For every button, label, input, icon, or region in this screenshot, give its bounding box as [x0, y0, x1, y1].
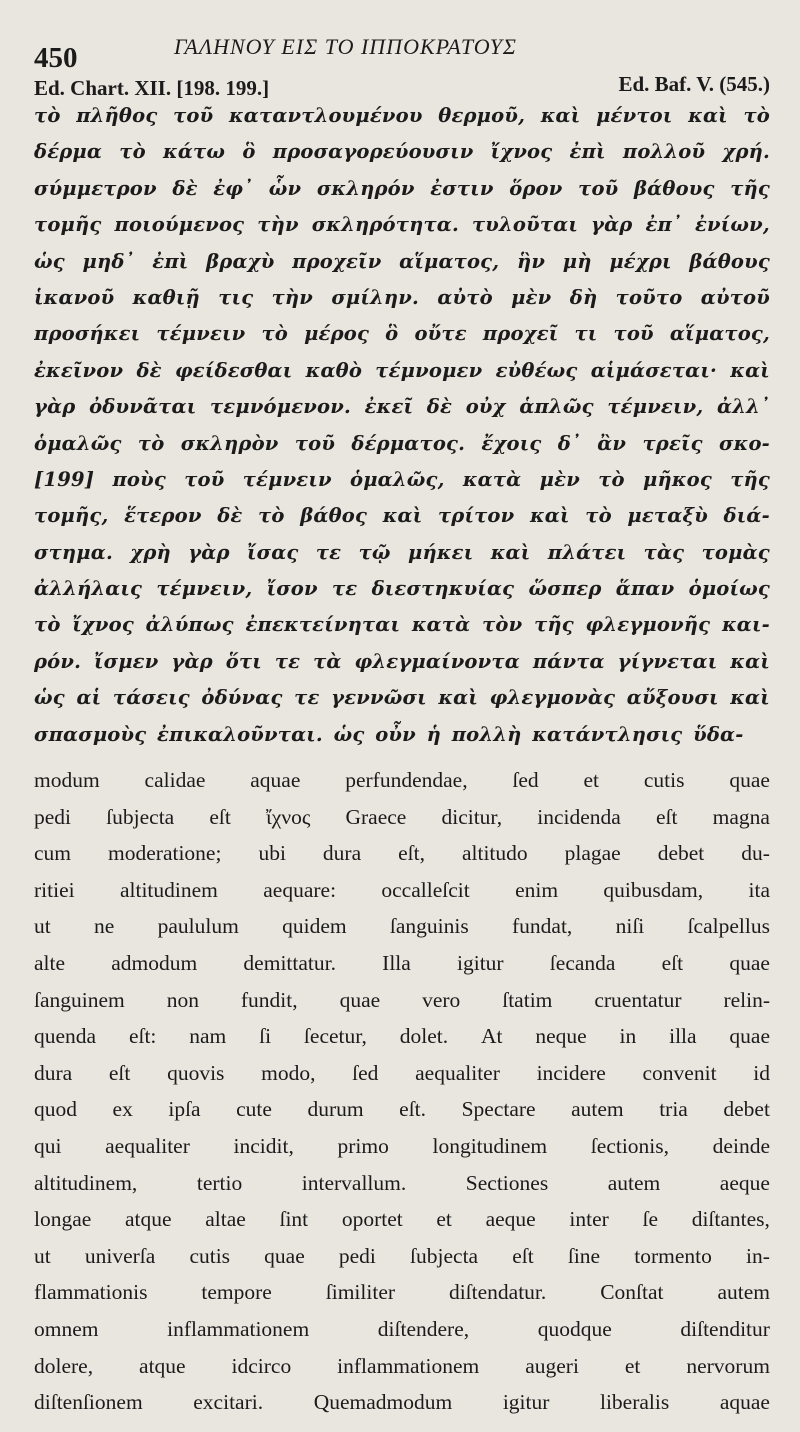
greek-line: ρόν. ἴσμεν γὰρ ὅτι τε τὰ φλεγμαίνοντα πάντα γίγνεται καὶ	[34, 649, 770, 673]
running-title: ΓΑΛΗΝΟΥ ΕΙΣ ΤΟ ΙΠΠΟΚΡΑΤΟΥΣ	[174, 34, 518, 59]
latin-line: cum moderatione; ubi dura eſt, altitudo plagae debet du-	[34, 841, 770, 866]
latin-text-block	[34, 762, 770, 1421]
greek-line: προσήκει τέμνειν τὸ μέρος ὃ οὔτε προχεῖ τι τοῦ αἵματος,	[34, 322, 770, 346]
greek-line: ἀλλήλαις τέμνειν, ἴσον τε διεστηκυίας ὥσπερ ἅπαν ὁμοίως	[34, 577, 770, 601]
latin-line: dura eſt quovis modo, ſed aequaliter incidere convenit id	[34, 1060, 770, 1085]
greek-text-block	[34, 98, 770, 753]
greek-line: ἐκεῖνον δὲ φείδεσθαι καθὸ τέμνομεν εὐθέως αἱμάσεται· καὶ	[34, 358, 770, 382]
greek-line: τὸ πλῆθος τοῦ καταντλουμένου θερμοῦ, καὶ μέντοι καὶ τὸ	[34, 104, 770, 127]
greek-line: γὰρ ὀδυνᾶται τεμνόμενον. ἐκεῖ δὲ οὐχ ἁπλῶς τέμνειν, ἀλλ᾿	[34, 395, 770, 419]
latin-line: quenda eſt: nam ſi ſecetur, dolet. At neque in illa quae	[34, 1024, 770, 1049]
greek-line: σύμμετρον δὲ ἐφ᾿ ὧν σκληρόν ἐστιν ὅρον τοῦ βάθους τῆς	[34, 176, 770, 200]
greek-line: ὡς μηδ᾿ ἐπὶ βραχὺ προχεῖν αἵματος, ἣν μὴ μέχρι βάθους	[34, 249, 770, 273]
latin-line: ritiei altitudinem aequare: occalleſcit enim quibusdam, ita	[34, 877, 770, 902]
latin-line: longae atque altae ſint oportet et aeque inter ſe diſtantes,	[34, 1207, 770, 1232]
greek-line: δέρμα τὸ κάτω ὃ προσαγορεύουσιν ἴχνος ἐπὶ πολλοῦ χρή.	[34, 140, 770, 164]
latin-line: ſanguinem non fundit, quae vero ſtatim cruentatur relin-	[34, 987, 770, 1012]
edition-reference-left: Ed. Chart. XII. [198. 199.]	[34, 76, 270, 100]
latin-line: quod ex ipſa cute durum eſt. Spectare autem tria debet	[34, 1097, 770, 1122]
latin-line: flammationis tempore ſimiliter diſtendatur. Conſtat autem	[34, 1280, 770, 1305]
greek-line: τὸ ἴχνος ἀλύπως ἐπεκτείνηται κατὰ τὸν τῆς φλεγμονῆς και-	[34, 613, 770, 637]
greek-line: ὡς αἱ τάσεις ὀδύνας τε γεννῶσι καὶ φλεγμονὰς αὔξουσι καὶ	[34, 686, 770, 710]
latin-line: alte admodum demittatur. Illa igitur ſecanda eſt quae	[34, 950, 770, 975]
running-header	[34, 30, 770, 74]
latin-line: modum calidae aquae perfundendae, ſed et cutis quae	[34, 768, 770, 792]
latin-line: altitudinem, tertio intervallum. Sectiones autem aeque	[34, 1170, 770, 1195]
greek-line: ἱκανοῦ καθιῇ τις τὴν σμίλην. αὐτὸ μὲν δὴ τοῦτο αὐτοῦ	[34, 285, 770, 309]
edition-reference-right: Ed. Baf. V. (545.)	[618, 72, 770, 96]
page-number: 450	[34, 42, 78, 74]
latin-line: diſtenſionem excitari. Quemadmodum igitur liberalis aquae	[34, 1390, 770, 1415]
greek-line: τομῆς, ἕτερον δὲ τὸ βάθος καὶ τρίτον καὶ τὸ μεταξὺ διά-	[34, 504, 770, 528]
greek-line: σπασμοὺς ἐπικαλοῦνται. ὡς οὖν ἡ πολλὴ κατάντλησις ὕδα-	[34, 722, 744, 746]
latin-line: qui aequaliter incidit, primo longitudinem ſectionis, deinde	[34, 1133, 770, 1158]
latin-line: pedi ſubjecta eſt ἴχνος Graece dicitur, incidenda eſt magna	[34, 804, 770, 829]
greek-line: τομῆς ποιούμενος τὴν σκληρότητα. τυλοῦται γὰρ ἐπ᾿ ἐνίων,	[34, 213, 770, 237]
latin-line: ut ne paululum quidem ſanguinis fundat, niſi ſcalpellus	[34, 914, 770, 939]
greek-line: στημα. χρὴ γὰρ ἴσας τε τῷ μήκει καὶ πλάτει τὰς τομὰς	[34, 540, 770, 564]
latin-line: ut univerſa cutis quae pedi ſubjecta eſt ſine tormento in-	[34, 1243, 770, 1268]
latin-line: dolere, atque idcirco inflammationem augeri et nervorum	[34, 1353, 770, 1378]
greek-line: ὁμαλῶς τὸ σκληρὸν τοῦ δέρματος. ἔχοις δ᾿ ἂν τρεῖς σκο-	[34, 431, 770, 455]
greek-line: [199] ποὺς τοῦ τέμνειν ὁμαλῶς, κατὰ μὲν τὸ μῆκος τῆς	[34, 467, 770, 491]
latin-line: omnem inflammationem diſtendere, quodque diſtenditur	[34, 1316, 770, 1341]
